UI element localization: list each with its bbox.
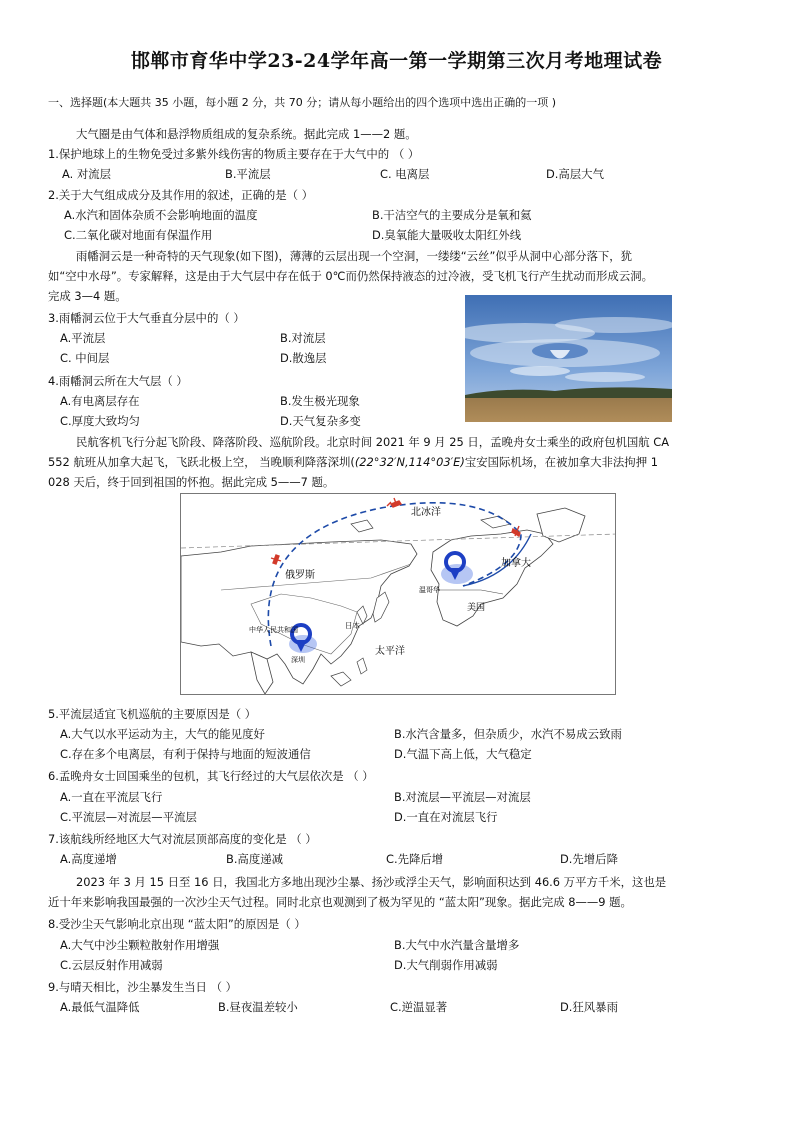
q4-option-b[interactable]: B.发生极光现象: [280, 394, 360, 408]
q1-option-b[interactable]: B.平流层: [225, 167, 271, 181]
question-9-stem: 9.与晴天相比，沙尘暴发生当日 （ ）: [48, 980, 237, 994]
q3-option-d[interactable]: D.散逸层: [280, 351, 327, 365]
q5-option-d[interactable]: D.气温下高上低，大气稳定: [394, 747, 532, 761]
q2-option-d[interactable]: D.臭氧能大量吸收太阳红外线: [372, 228, 522, 242]
q1-option-c[interactable]: C. 电离层: [380, 167, 430, 181]
q3-option-b[interactable]: B.对流层: [280, 331, 326, 345]
q8-option-d[interactable]: D.大气削弱作用减弱: [394, 958, 498, 972]
q3-option-a[interactable]: A.平流层: [60, 331, 106, 345]
q6-option-a[interactable]: A.一直在平流层飞行: [60, 790, 163, 804]
intro-3-4-line3: 完成 3—4 题。: [48, 289, 127, 303]
q6-option-b[interactable]: B.对流层—平流层—对流层: [394, 790, 531, 804]
question-4-stem: 4.雨幡洞云所在大气层（ ）: [48, 374, 188, 388]
q4-option-a[interactable]: A.有电离层存在: [60, 394, 140, 408]
q3-option-c[interactable]: C. 中间层: [60, 351, 110, 365]
question-1-stem: 1.保护地球上的生物免受过多紫外线伤害的物质主要存在于大气中的 （ ）: [48, 147, 420, 161]
fallstreak-hole-photo: [465, 295, 672, 422]
intro-8-9-line1: 2023 年 3 月 15 日至 16 日，我国北方多地出现沙尘暴、扬沙或浮尘天气，影响面积达到 46.6 万平方千米，这也是: [76, 875, 667, 889]
label-pacific-ocean: 太平洋: [375, 646, 405, 657]
q1-option-d[interactable]: D.高层大气: [546, 167, 604, 181]
label-russia: 俄罗斯: [285, 570, 315, 581]
intro-8-9-line2: 近十年来影响我国最强的一次沙尘天气过程。同时北京也观测到了极为罕见的 “蓝太阳”现象。据此完成 8——9 题。: [48, 895, 632, 909]
intro-5-7-line1: 民航客机飞行分起飞阶段、降落阶段、巡航阶段。北京时间 2021 年 9 月 25 日，孟晚舟女士乘坐的政府包机国航 CA: [76, 435, 670, 449]
q6-option-d[interactable]: D.一直在对流层飞行: [394, 810, 498, 824]
exam-title: 邯郸市育华中学23-24学年高一第一学期第三次月考地理试卷: [130, 50, 663, 72]
intro-5-7-line3: 028 天后，终于回到祖国的怀抱。据此完成 5——7 题。: [48, 475, 335, 489]
intro-3-4-line1: 雨幡洞云是一种奇特的天气现象(如下图)，薄薄的云层出现一个空洞，一缕缕“云丝”似乎从洞中心部分落下，犹: [76, 249, 633, 263]
q4-option-d[interactable]: D.天气复杂多变: [280, 414, 361, 428]
label-canada: 加拿大: [501, 558, 531, 569]
q8-option-b[interactable]: B.大气中水汽量含量增多: [394, 938, 520, 952]
intro-5-7-line2: 552 航班从加拿大起飞，飞跃北极上空， 当晚顺利降落深圳((22°32′N,114°03′E)宝安国际机场，在被加拿大非法拘押 1: [48, 455, 658, 469]
q8-option-a[interactable]: A.大气中沙尘颗粒散射作用增强: [60, 938, 220, 952]
q6-option-c[interactable]: C.平流层—对流层—平流层: [60, 810, 197, 824]
q9-option-b[interactable]: B.昼夜温差较小: [218, 1000, 298, 1014]
q7-option-d[interactable]: D.先增后降: [560, 852, 618, 866]
q7-option-c[interactable]: C.先降后增: [386, 852, 444, 866]
shenzhen-coordinates: (22°32′N,114°03′E): [354, 455, 465, 469]
question-8-stem: 8.受沙尘天气影响北京出现 “蓝太阳”的原因是（ ）: [48, 917, 306, 931]
q5-option-a[interactable]: A.大气以水平运动为主，大气的能见度好: [60, 727, 265, 741]
question-5-stem: 5.平流层适宜飞机巡航的主要原因是（ ）: [48, 707, 257, 721]
question-6-stem: 6.孟晚舟女士回国乘坐的包机，其飞行经过的大气层依次是 （ ）: [48, 769, 374, 783]
flight-route-map: [180, 493, 616, 695]
q9-option-a[interactable]: A.最低气温降低: [60, 1000, 140, 1014]
label-japan: 日本: [345, 621, 360, 630]
question-3-stem: 3.雨幡洞云位于大气垂直分层中的（ ）: [48, 311, 245, 325]
intro-1-2: 大气圈是由气体和悬浮物质组成的复杂系统。据此完成 1——2 题。: [76, 127, 417, 141]
q2-option-b[interactable]: B.干洁空气的主要成分是氧和氦: [372, 208, 532, 222]
q5-option-c[interactable]: C.存在多个电离层，有利于保持与地面的短波通信: [60, 747, 311, 761]
q7-option-b[interactable]: B.高度递减: [226, 852, 283, 866]
q1-option-a[interactable]: A. 对流层: [62, 167, 112, 181]
q5-option-b[interactable]: B.水汽含量多，但杂质少，水汽不易成云致雨: [394, 727, 622, 741]
label-usa: 美国: [467, 603, 486, 613]
q7-option-a[interactable]: A.高度递增: [60, 852, 117, 866]
label-china: 中华人民共和国: [249, 626, 298, 634]
q4-option-c[interactable]: C.厚度大致均匀: [60, 414, 140, 428]
label-arctic-ocean: 北冰洋: [411, 507, 441, 518]
q9-option-c[interactable]: C.逆温显著: [390, 1000, 448, 1014]
question-7-stem: 7.该航线所经地区大气对流层顶部高度的变化是 （ ）: [48, 832, 317, 846]
q2-option-c[interactable]: C.二氧化碳对地面有保温作用: [64, 228, 213, 242]
question-2-stem: 2.关于大气组成成分及其作用的叙述，正确的是（ ）: [48, 188, 314, 202]
q8-option-c[interactable]: C.云层反射作用减弱: [60, 958, 163, 972]
intro-3-4-line2: 如“空中水母”。专家解释，这是由于大气层中存在低于 0℃而仍然保持液态的过冷液，受飞机飞行产生扰动而形成云洞。: [48, 269, 653, 283]
q9-option-d[interactable]: D.狂风暴雨: [560, 1000, 618, 1014]
q2-option-a[interactable]: A.水汽和固体杂质不会影响地面的温度: [64, 208, 258, 222]
label-shenzhen: 深圳: [291, 656, 305, 664]
label-vancouver: 温哥华: [419, 586, 440, 594]
section-heading: 一、选择题(本大题共 35 小题，每小题 2 分，共 70 分；请从每小题给出的四个选项中选出正确的一项 ): [48, 96, 557, 109]
